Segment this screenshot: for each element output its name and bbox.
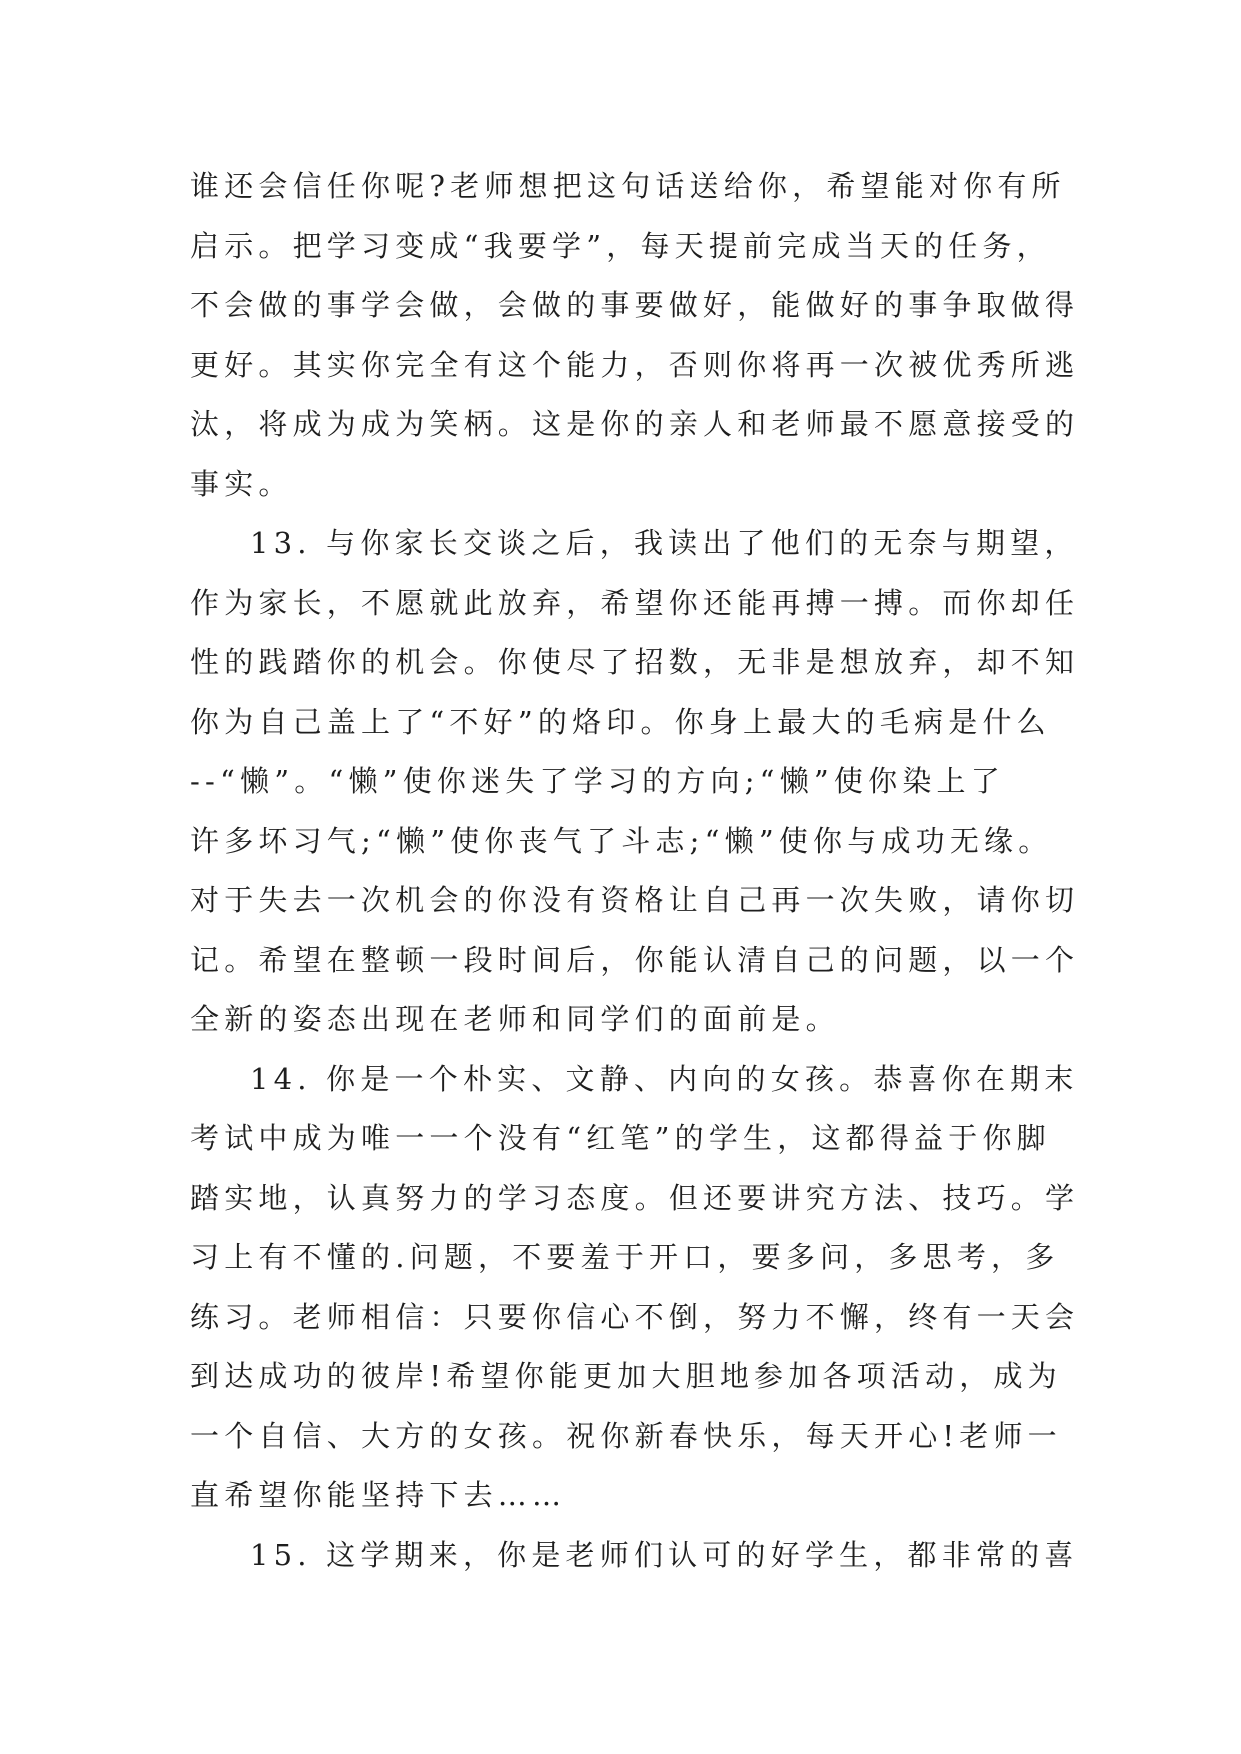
text-line: --“懒”。“懒”使你迷失了学习的方向;“懒”使你染上了: [190, 764, 1005, 798]
text-line: 13. 与你家长交谈之后，我读出了他们的无奈与期望，: [250, 526, 1079, 560]
text-line: 谁还会信任你呢?老师想把这句话送给你，希望能对你有所: [190, 169, 1066, 203]
text-line: 到达成功的彼岸!希望你能更加大胆地参加各项活动，成为: [190, 1359, 1062, 1393]
text-line: 不会做的事学会做，会做的事要做好，能做好的事争取做得: [190, 288, 1080, 322]
text-line: 直希望你能坚持下去……: [190, 1478, 567, 1512]
text-line: 记。希望在整顿一段时间后，你能认清自己的问题，以一个: [190, 942, 1080, 977]
text-line: 事实。: [190, 466, 293, 501]
text-line: 你为自己盖上了“不好”的烙印。你身上最大的毛病是什么: [190, 704, 1051, 739]
text-line: 对于失去一次机会的你没有资格让自己再一次失败，请你切: [190, 883, 1080, 917]
text-line: 更好。其实你完全有这个能力，否则你将再一次被优秀所逃: [190, 347, 1080, 382]
paragraph: [190, 157, 1080, 514]
text-line: 一个自信、大方的女孩。祝你新春快乐，每天开心!老师一: [190, 1418, 1062, 1453]
text-line: 许多坏习气;“懒”使你丧气了斗志;“懒”使你与成功无缘。: [190, 823, 1053, 858]
paragraph-13: [190, 514, 1080, 1050]
text-line: 14. 你是一个朴实、文静、内向的女孩。恭喜你在期末: [250, 1061, 1079, 1096]
text-line: 作为家长，不愿就此放弃，希望你还能再搏一搏。而你却任: [190, 585, 1080, 620]
body-text: [190, 157, 1080, 1585]
text-line: 考试中成为唯一一个没有“红笔”的学生，这都得益于你脚: [190, 1121, 1051, 1155]
text-line: 性的践踏你的机会。你使尽了招数，无非是想放弃，却不知: [190, 645, 1080, 679]
text-line: 启示。把学习变成“我要学”，每天提前完成当天的任务，: [190, 228, 1051, 263]
text-line: 汰，将成为成为笑柄。这是你的亲人和老师最不愿意接受的: [190, 407, 1080, 441]
text-line: 15. 这学期来，你是老师们认可的好学生，都非常的喜: [250, 1537, 1079, 1572]
text-line: 踏实地，认真努力的学习态度。但还要讲究方法、技巧。学: [190, 1180, 1080, 1215]
paragraph-15: [190, 1526, 1079, 1586]
paragraph-14: [190, 1050, 1080, 1526]
text-line: 习上有不懂的.问题，不要羞于开口，要多问，多思考，多: [190, 1240, 1060, 1274]
text-line: 练习。老师相信：只要你信心不倒，努力不懈，终有一天会: [190, 1299, 1080, 1334]
text-line: 全新的姿态出现在老师和同学们的面前是。: [190, 1002, 840, 1036]
